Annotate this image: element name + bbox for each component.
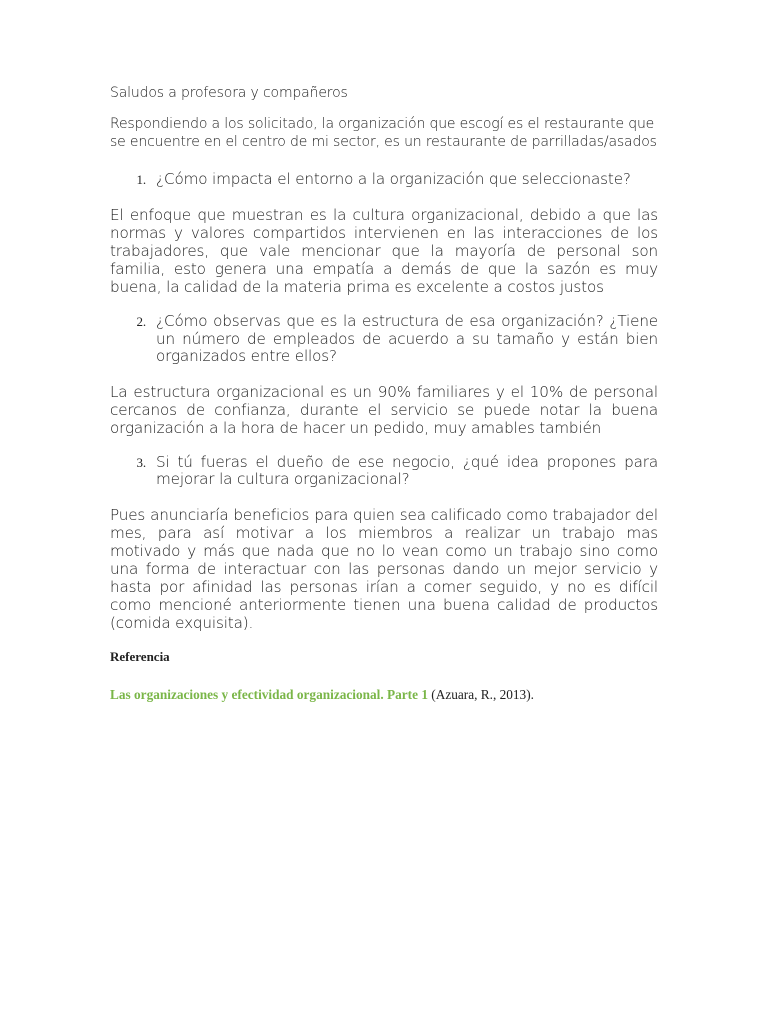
greeting-text: Saludos a profesora y compañeros <box>110 85 348 101</box>
question-3-text: Si tú fueras el dueño de ese negocio, ¿qué idea propones para mejorar la cultura organizacional? <box>156 452 658 489</box>
question-2-text: ¿Cómo observas que es la estructura de esa organización? ¿Tiene un número de empleados de acuerdo a su tamaño y están bien organizados entre ellos? <box>156 312 658 366</box>
reference-citation: (Azuara, R., 2013). <box>427 686 534 702</box>
reference-heading: Referencia <box>110 648 170 664</box>
question-2 <box>110 313 658 366</box>
question-1-text: ¿Cómo impacta el entorno a la organización que seleccionaste? <box>156 170 631 188</box>
question-1 <box>110 171 658 189</box>
answer-3: Pues anunciaría beneficios para quien sea calificado como trabajador del mes, para así motivar a los miembros a realizar un trabajo mas motivado y más que nada que no lo vean como un trabajo sino como una forma de interactuar con las personas dando un mejor servicio y hasta por afinidad las personas irían a comer seguido, y no es difícil como mencioné anteriormente tienen una buena calidad de productos (comida exquisita). <box>110 505 658 632</box>
question-2-number: 2. <box>136 314 146 329</box>
intro-paragraph: Respondiendo a los solicitado, la organización que escogí es el restaurante que se encuentre en el centro de mi sector, es un restaurante de parrilladas/asados <box>110 116 657 150</box>
reference-line <box>110 687 658 703</box>
question-3 <box>110 454 658 489</box>
question-3-number: 3. <box>136 454 146 470</box>
question-1-number: 1. <box>136 172 146 187</box>
answer-2: La estructura organizacional es un 90% familiares y el 10% de personal cercanos de confianza, durante el servicio se puede notar la buena organización a la hora de hacer un pedido, muy amables también <box>110 382 658 437</box>
answer-1: El enfoque que muestran es la cultura organizacional, debido a que las normas y valores compartidos intervienen en las interacciones de los trabajadores, que vale mencionar que la mayoría de personal son familia, esto genera una empatía a demás de que la sazón es muy buena, la calidad de la materia prima es excelente a costos justos <box>110 206 658 296</box>
reference-link[interactable]: Las organizaciones y efectividad organizacional. Parte 1 <box>110 686 428 702</box>
document-page <box>110 84 658 703</box>
